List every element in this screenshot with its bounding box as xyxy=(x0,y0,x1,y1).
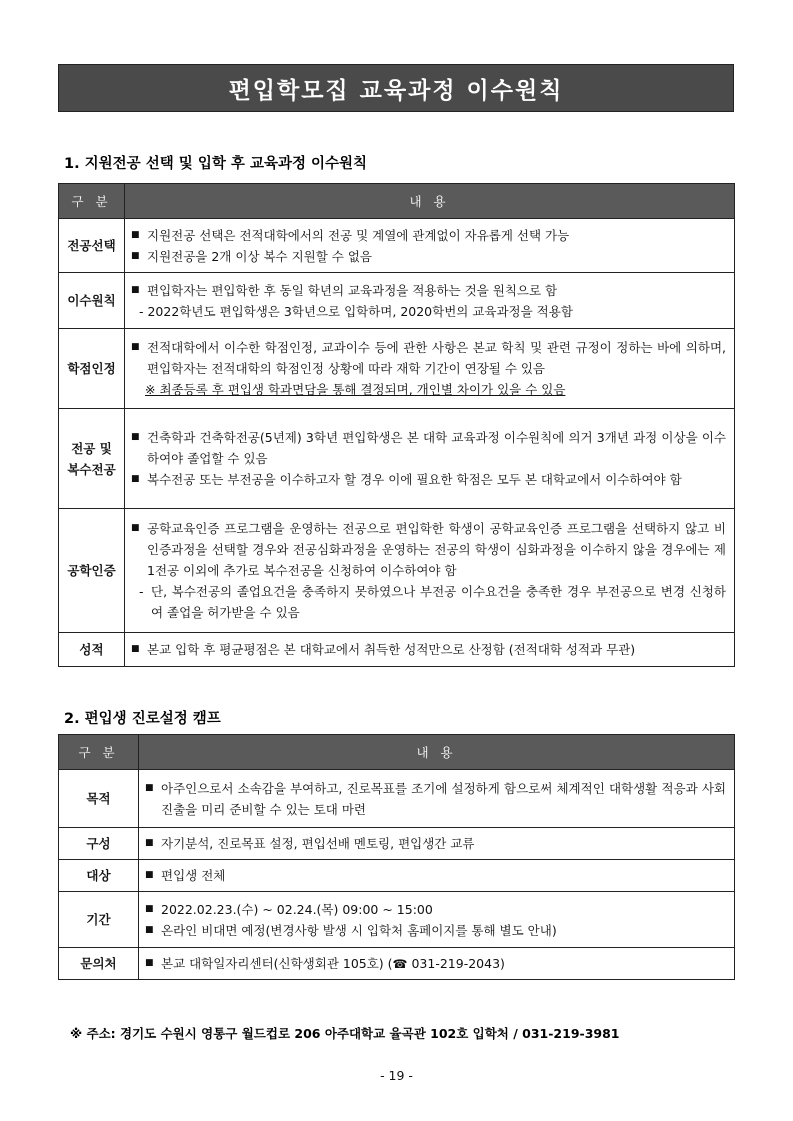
bullet-icon: ■ xyxy=(131,432,140,442)
row-label: 대상 xyxy=(59,860,139,892)
bullet-icon: ■ xyxy=(145,903,154,914)
bullet-icon: ■ xyxy=(145,870,154,880)
section1-table xyxy=(58,183,735,667)
table-row: 학점인정 ■ 전적대학에서 이수한 학점인정, 교과이수 등에 관한 사항은 본교 학칙 및 관련 규정이 정하는 바에 의하며, 편입학자는 전적대학의 학점인정 상황에 따라 재학 기간이 연장될 수 있음 ※ 최종등록 후 편입생 학과면담을 통해 결정되며, 개인별 차이가 있을 수 있음 xyxy=(59,329,735,409)
bullet-icon: ■ xyxy=(131,250,140,261)
phone-icon: ☎ xyxy=(392,956,408,971)
row-label: 성적 xyxy=(59,633,125,667)
bullet-icon: ■ xyxy=(145,782,154,793)
row-label: 전공 및 복수전공 xyxy=(59,409,125,509)
row-label: 목적 xyxy=(59,770,139,828)
bullet-icon: ■ xyxy=(145,838,154,848)
table-row: 전공선택 ■ 지원전공 선택은 전적대학에서의 전공 및 계열에 관계없이 자유롭게 선택 가능 ■ 지원전공을 2개 이상 복수 지원할 수 없음 xyxy=(59,219,735,273)
bullet-icon: ■ xyxy=(131,644,140,654)
note-text: ※ 최종등록 후 편입생 학과면담을 통해 결정되며, 개인별 차이가 있을 수 있음 xyxy=(145,382,566,397)
table-header-content: 내 용 xyxy=(139,735,735,770)
table-row: 성적 ■ 본교 입학 후 평균평점은 본 대학교에서 취득한 성적만으로 산정함 (전적대학 성적과 무관) xyxy=(59,633,735,667)
footer-address: ※ 주소: 경기도 수원시 영통구 월드컵로 206 아주대학교 율곡관 102호 입학처 / 031-219-3981 xyxy=(70,1026,620,1041)
row-label: 이수원칙 xyxy=(59,273,125,329)
row-label: 학점인정 xyxy=(59,329,125,409)
row-label: 전공선택 xyxy=(59,219,125,273)
table-row: 공학인증 ■ 공학교육인증 프로그램을 운영하는 전공으로 편입학한 학생이 공학교육인증 프로그램을 선택하지 않고 비인증과정을 선택할 경우와 전공심화과정을 운영하는 전공의 학생이 심화과정을 이수하지 않을 경우에는 제1전공 이외에 추가로 복수전공을 신청하여 이수하여야 함 - 단, 복수전공의 졸업요건을 충족하지 못하였으나 부전공 이수요건을 충족한 경우 부전공으로 변경 신청하여 졸업을 허가받을 수 있음 xyxy=(59,509,735,633)
table-row: 대상 ■ 편입생 전체 xyxy=(59,860,735,892)
bullet-icon: ■ xyxy=(131,284,140,295)
section2-table xyxy=(58,734,735,980)
bullet-icon: ■ xyxy=(145,957,154,968)
bullet-icon: ■ xyxy=(131,342,140,352)
bullet-icon: ■ xyxy=(131,229,140,240)
page-title: 편입학모집 교육과정 이수원칙 xyxy=(58,64,734,112)
section2-heading: 2. 편입생 진로설정 캠프 xyxy=(64,711,221,727)
table-row: 목적 ■ 아주인으로서 소속감을 부여하고, 진로목표를 조기에 설정하게 함으로써 체계적인 대학생활 적응과 사회진출을 미리 준비할 수 있는 토대 마련 xyxy=(59,770,735,828)
row-label: 공학인증 xyxy=(59,509,125,633)
table-row: 기간 ■ 2022.02.23.(수) ~ 02.24.(목) 09:00 ~ 15:00 ■ 온라인 비대면 예정(변경사항 발생 시 입학처 홈페이지를 통해 별도 안내) xyxy=(59,892,735,948)
table-header-content: 내 용 xyxy=(125,184,735,219)
page-number: - 19 - xyxy=(380,1068,413,1083)
table-header-category: 구 분 xyxy=(59,184,125,219)
table-row: 이수원칙 ■ 편입학자는 편입학한 후 동일 학년의 교육과정을 적용하는 것을 원칙으로 함 - 2022학년도 편입학생은 3학년으로 입학하며, 2020학번의 교육과정을 적용함 xyxy=(59,273,735,329)
table-row: 문의처 ■ 본교 대학일자리센터(신학생회관 105호) (☎ 031-219-2043) xyxy=(59,948,735,980)
bullet-icon: ■ xyxy=(145,924,154,935)
table-header-category: 구 분 xyxy=(59,735,139,770)
table-row: 전공 및 복수전공 ■ 건축학과 건축학전공(5년제) 3학년 편입학생은 본 대학 교육과정 이수원칙에 의거 3개년 과정 이상을 이수하여야 졸업할 수 있음 ■ 복수전공 또는 부전공을 이수하고자 할 경우 이에 필요한 학점은 모두 본 대학교에서 이수하여야 함 xyxy=(59,409,735,509)
bullet-icon: ■ xyxy=(131,523,140,533)
bullet-icon: ■ xyxy=(131,474,140,484)
table-row: 구성 ■ 자기분석, 진로목표 설정, 편입선배 멘토링, 편입생간 교류 xyxy=(59,828,735,860)
row-label: 구성 xyxy=(59,828,139,860)
row-label: 기간 xyxy=(59,892,139,948)
row-label: 문의처 xyxy=(59,948,139,980)
section1-heading: 1. 지원전공 선택 및 입학 후 교육과정 이수원칙 xyxy=(64,156,368,172)
